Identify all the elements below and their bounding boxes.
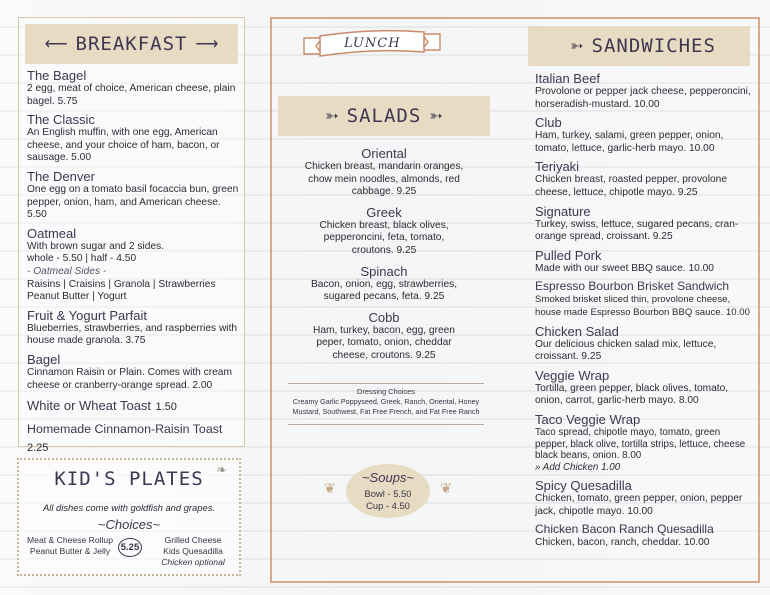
breakfast-item (27, 352, 239, 392)
sandwich-item (535, 522, 752, 550)
item-name: Greek (366, 204, 402, 220)
leaf-icon: ❧ (216, 462, 227, 477)
breakfast-title: BREAKFAST (75, 33, 188, 55)
kids-section (17, 458, 241, 576)
kids-choices-label: ~Choices~ (97, 517, 161, 532)
sandwich-item (535, 71, 752, 111)
arrow-right-icon: ➳ (429, 108, 443, 125)
item-price: 1.50 (155, 401, 177, 414)
item-desc: Chicken, tomato, green pepper, onion, pepper jack, chipotle mayo. 10.00 (535, 493, 743, 517)
item-desc: Made with our sweet BBQ sauce. 10.00 (535, 262, 714, 274)
sandwich-item (535, 279, 752, 319)
item-desc: Taco spread, chipotle mayo, tomato, green pepper, black olive, tortilla strips, lettuce, cheese black beans, onion. 8.00 (535, 426, 746, 462)
sandwich-item (535, 248, 752, 276)
item-desc: 2 egg, meat of choice, American cheese, plain bagel. 5.75 (27, 83, 236, 107)
salad-item (278, 264, 490, 304)
arrow-left-icon: ➳ (570, 38, 584, 55)
breakfast-item (27, 420, 239, 456)
soups-cup: Cup - 4.50 (366, 500, 410, 511)
item-desc: An English muffin, with one egg, American cheese, and your choice of ham, bacon, or sausage. 5.00 (27, 127, 220, 164)
salad-item (278, 310, 490, 363)
item-desc: Our delicious chicken salad mix, lettuce, croissant. 9.25 (535, 338, 717, 363)
sandwich-item (535, 368, 752, 408)
sandwich-item (535, 324, 752, 364)
item-desc: Bacon, onion, egg, strawberries, sugared pecans, feta. 9.25 (310, 278, 458, 303)
add-chicken-note: » Add Chicken 1.00 (535, 461, 621, 473)
item-name: Oatmeal (27, 225, 77, 241)
kids-price-badge (118, 538, 142, 557)
item-desc: Cinnamon Raisin or Plain. Comes with cream cheese or cranberry-orange spread. 2.00 (27, 366, 232, 391)
item-name: Espresso Bourbon Brisket Sandwich (535, 279, 730, 294)
item-desc: Chicken breast, roasted pepper, provolone cheese, lettuce, chipotle mayo. 9.25 (535, 174, 727, 198)
kids-item: Peanut Butter & Jelly (29, 546, 111, 556)
breakfast-item (27, 169, 239, 222)
sandwich-item (535, 412, 752, 474)
dressing-text: Creamy Garlic Poppyseed, Greek, Ranch, Oriental, Honey Mustard, Southwest, Fat Free French, and Fat Free Ranch (292, 397, 480, 416)
item-desc: Turkey, swiss, lettuce, sugared pecans, cran-orange spread, croissant. 9.25 (535, 218, 739, 243)
item-name: Veggie Wrap (535, 367, 610, 383)
item-name: Signature (535, 203, 591, 219)
item-name: The Classic (27, 112, 95, 128)
swirl-right-icon: ❦ (440, 480, 452, 496)
item-name: Oriental (361, 146, 407, 161)
oatmeal-sides-label: - Oatmeal Sides - (27, 265, 107, 277)
arrow-right-icon: ⟶ (195, 36, 219, 53)
breakfast-banner (25, 24, 238, 64)
salads-banner (278, 96, 490, 136)
sandwich-item (535, 478, 752, 518)
soups-section (318, 460, 458, 524)
dressing-label: Dressing Choices (357, 387, 415, 396)
item-name: Fruit & Yogurt Parfait (27, 307, 147, 323)
item-name: Cobb (368, 309, 400, 325)
kids-price: 5.25 (120, 542, 140, 553)
breakfast-item (27, 226, 239, 304)
breakfast-item (27, 397, 239, 415)
swirl-left-icon: ❦ (324, 480, 336, 496)
lunch-ribbon (302, 26, 442, 66)
sandwiches-list (535, 71, 752, 550)
arrow-left-icon: ⟵ (44, 36, 68, 53)
item-name: White or Wheat Toast (27, 398, 152, 414)
salads-list (278, 146, 490, 363)
arrow-left-icon: ➳ (325, 108, 339, 125)
lunch-title: LUNCH (344, 36, 401, 51)
item-desc: Smoked brisket sliced thin, provolone cheese, house made Espresso Bourbon BBQ sauce. 10.00 (535, 294, 750, 318)
item-price: 2.25 (27, 442, 49, 455)
item-desc: Chicken, bacon, ranch, cheddar. 10.00 (535, 537, 710, 549)
item-desc: Ham, turkey, salami, green pepper, onion, tomato, lettuce, garlic-herb mayo. 10.00 (535, 130, 724, 154)
item-name: Teriyaki (535, 159, 580, 175)
kids-subtitle: All dishes come with goldfish and grapes. (43, 502, 215, 513)
sandwich-item (535, 159, 752, 199)
item-desc: Chicken breast, black olives, pepperoncini, feta, tomato, croutons. 9.25 (319, 219, 449, 256)
item-desc: One egg on a tomato basil focaccia bun, green pepper, onion, ham, and American cheese. 5.50 (27, 183, 239, 221)
sandwiches-section (528, 26, 752, 578)
kids-item: Kids Quesadilla (163, 546, 223, 556)
item-name: Club (535, 115, 562, 131)
kids-item-note: Chicken optional (161, 557, 225, 567)
item-desc: Blueberries, strawberries, and raspberries with house made granola. 3.75 (27, 322, 238, 347)
item-desc: whole - 5.50 | half - 4.50 (27, 253, 137, 265)
item-name: Taco Veggie Wrap (535, 411, 641, 427)
salads-title: SALADS (346, 105, 422, 127)
breakfast-item (27, 112, 239, 165)
salad-item (278, 146, 490, 199)
item-name: Homemade Cinnamon-Raisin Toast (27, 422, 223, 437)
item-desc: Ham, turkey, bacon, egg, green peper, tomato, onion, cheddar cheese, croutons. 9.25 (313, 324, 455, 361)
sandwich-item (535, 204, 752, 244)
salads-section (278, 96, 490, 396)
oatmeal-sides: Raisins | Craisins | Granola | Strawberries Peanut Butter | Yogurt (27, 278, 216, 303)
item-name: Chicken Salad (535, 323, 619, 339)
item-desc: Provolone or pepper jack cheese, pepperoncini, horseradish-mustard. 10.00 (535, 86, 751, 110)
sandwiches-banner (528, 26, 750, 66)
item-name: Spinach (360, 263, 408, 279)
dressing-box (288, 383, 484, 425)
item-name: The Bagel (27, 68, 87, 83)
item-desc: Tortilla, green pepper, black olives, tomato, onion, carrot, garlic-herb mayo. 8.00 (535, 382, 729, 407)
kids-item: Grilled Cheese (164, 535, 222, 545)
soups-bowl: Bowl - 5.50 (364, 488, 412, 499)
kids-title: KID'S PLATES (54, 468, 204, 490)
breakfast-item (27, 308, 239, 348)
item-name: Italian Beef (535, 71, 601, 86)
item-name: Chicken Bacon Ranch Quesadilla (535, 522, 714, 537)
kids-left-list (23, 535, 117, 557)
breakfast-list (27, 68, 239, 456)
item-desc: Chicken breast, mandarin oranges, chow mein noodles, almonds, red cabbage. 9.25 (304, 161, 464, 198)
item-name: Spicy Quesadilla (535, 478, 632, 494)
sandwiches-title: SANDWICHES (591, 35, 716, 57)
kids-item: Meat & Cheese Rollup (27, 535, 113, 545)
kids-right-list (147, 535, 239, 568)
item-name: Bagel (27, 351, 61, 367)
item-desc: With brown sugar and 2 sides. (27, 240, 165, 252)
item-name: The Denver (27, 168, 95, 184)
breakfast-item (27, 68, 239, 108)
sandwich-item (535, 115, 752, 155)
salad-item (278, 205, 490, 258)
item-name: Pulled Pork (535, 247, 602, 263)
breakfast-section (18, 17, 245, 455)
soups-title: ~Soups~ (361, 470, 415, 485)
